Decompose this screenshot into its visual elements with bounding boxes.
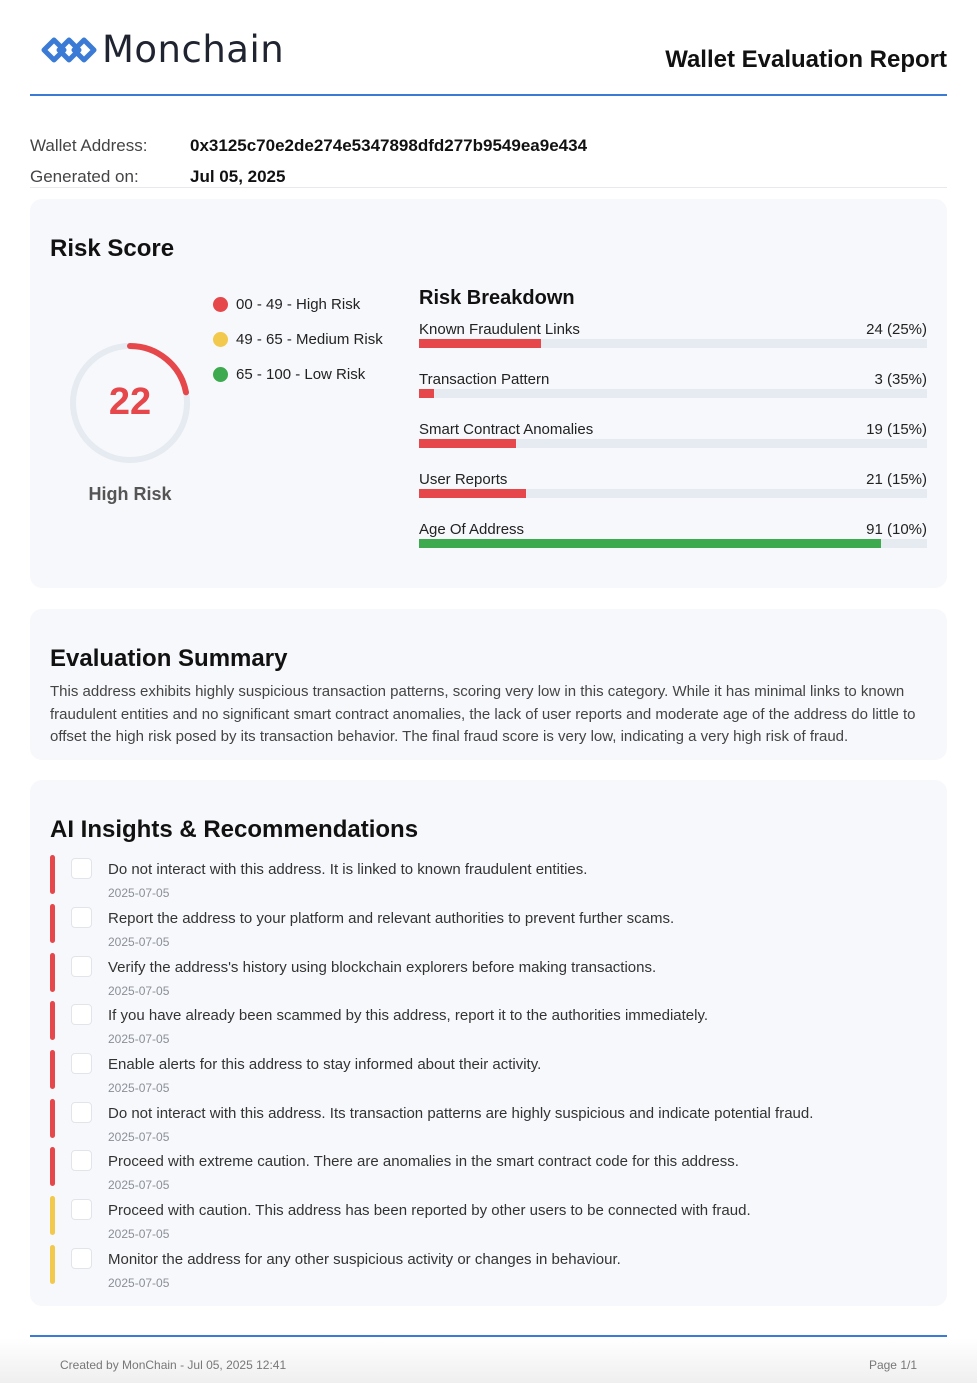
wallet-address-value: 0x3125c70e2de274e5347898dfd277b9549ea9e434 (190, 135, 588, 155)
insight-item (50, 1196, 910, 1242)
insight-item (50, 855, 910, 901)
brand-logo (40, 28, 284, 71)
risk-score-card (30, 199, 947, 588)
insight-severity-bar (50, 1196, 55, 1235)
evaluation-summary-text: This address exhibits highly suspicious transaction patterns, scoring very low in this category. While it has minimal links to known fraudulent entities and no significant smart contract anomalies, the lack of user reports and moderate age of the address do little to offset the high risk posed by its transaction behavior. The final fraud score is very low, indicating a very high risk of fraud. (50, 683, 916, 745)
legend-label: 49 - 65 - Medium Risk (236, 331, 383, 348)
breakdown-item-smart-contract (419, 418, 927, 468)
insight-checkbox[interactable] (71, 1199, 92, 1220)
insight-checkbox[interactable] (71, 858, 92, 879)
footer-page-number: Page 1/1 (868, 1358, 917, 1372)
insight-text: Proceed with caution. This address has been reported by other users to be connected with fraud. (108, 1202, 751, 1219)
wallet-address-row (30, 130, 947, 161)
footer-divider (30, 1335, 947, 1337)
brand-name: Monchain (102, 28, 285, 71)
breakdown-track (419, 389, 927, 398)
ai-insights-card (30, 780, 947, 1306)
insight-date: 2025-07-05 (108, 935, 170, 949)
breakdown-label: Smart Contract Anomalies (419, 421, 594, 438)
risk-score-value: 22 (108, 381, 152, 423)
insight-item (50, 1147, 910, 1193)
breakdown-value: 19 (15%) (866, 421, 927, 438)
insight-severity-bar (50, 1245, 55, 1284)
insight-text: Do not interact with this address. It is linked to known fraudulent entities. (108, 861, 588, 878)
generated-on-label: Generated on: (30, 166, 139, 186)
breakdown-label: Age Of Address (419, 521, 525, 538)
legend-dot-icon (213, 332, 228, 347)
breakdown-track (419, 539, 927, 548)
insight-item (50, 1050, 910, 1096)
breakdown-item-age-of-address (419, 518, 927, 568)
insight-date: 2025-07-05 (108, 984, 170, 998)
insight-checkbox[interactable] (71, 956, 92, 977)
breakdown-fill (419, 339, 541, 348)
insight-text: Do not interact with this address. Its transaction patterns are highly suspicious and indicate potential fraud. (108, 1105, 814, 1122)
breakdown-label: User Reports (419, 471, 508, 488)
report-title: Wallet Evaluation Report (665, 46, 947, 73)
insight-severity-bar (50, 1099, 55, 1138)
insight-item (50, 904, 910, 950)
insight-severity-bar (50, 904, 55, 943)
legend-item-high (213, 287, 383, 322)
insight-checkbox[interactable] (71, 1004, 92, 1025)
insight-date: 2025-07-05 (108, 886, 170, 900)
insight-item (50, 953, 910, 999)
legend-dot-icon (213, 297, 228, 312)
insight-date: 2025-07-05 (108, 1276, 170, 1290)
insight-text: If you have already been scammed by this address, report it to the authorities immediately. (108, 1007, 709, 1024)
insight-item (50, 1001, 910, 1047)
report-header (30, 22, 947, 96)
risk-score-label: High Risk (88, 484, 172, 504)
insight-text: Proceed with extreme caution. There are anomalies in the smart contract code for this address. (108, 1153, 739, 1170)
insight-severity-bar (50, 855, 55, 894)
wallet-address-label: Wallet Address: (30, 135, 148, 155)
insight-date: 2025-07-05 (108, 1081, 170, 1095)
insight-item (50, 1245, 910, 1291)
legend-label: 00 - 49 - High Risk (236, 296, 361, 313)
evaluation-summary-card (30, 609, 947, 760)
generated-on-value: Jul 05, 2025 (190, 166, 286, 186)
insight-checkbox[interactable] (71, 1053, 92, 1074)
insight-text: Verify the address's history using blockchain explorers before making transactions. (108, 959, 657, 976)
legend-item-medium (213, 322, 383, 357)
generated-on-row (30, 161, 947, 192)
insight-checkbox[interactable] (71, 907, 92, 928)
insight-text: Enable alerts for this address to stay informed about their activity. (108, 1056, 542, 1073)
insight-text: Report the address to your platform and relevant authorities to prevent further scams. (108, 910, 675, 927)
breakdown-fill (419, 389, 434, 398)
legend-item-low (213, 357, 383, 392)
insight-severity-bar (50, 1050, 55, 1089)
breakdown-track (419, 439, 927, 448)
breakdown-value: 91 (10%) (866, 521, 927, 538)
insight-date: 2025-07-05 (108, 1032, 170, 1046)
insight-date: 2025-07-05 (108, 1130, 170, 1144)
insight-severity-bar (50, 1001, 55, 1040)
breakdown-track (419, 489, 927, 498)
breakdown-label: Transaction Pattern (419, 371, 550, 388)
breakdown-value: 24 (25%) (866, 321, 927, 338)
evaluation-summary-title: Evaluation Summary (50, 645, 288, 672)
risk-legend (213, 287, 383, 392)
insight-text: Monitor the address for any other suspicious activity or changes in behaviour. (108, 1251, 621, 1268)
insight-checkbox[interactable] (71, 1150, 92, 1171)
breakdown-value: 21 (15%) (866, 471, 927, 488)
insight-checkbox[interactable] (71, 1248, 92, 1269)
footer-created-by: Created by MonChain - Jul 05, 2025 12:41 (60, 1358, 287, 1372)
breakdown-item-user-reports (419, 468, 927, 518)
legend-dot-icon (213, 367, 228, 382)
insight-checkbox[interactable] (71, 1102, 92, 1123)
breakdown-value: 3 (35%) (874, 371, 927, 388)
report-meta (30, 130, 947, 188)
breakdown-track (419, 339, 927, 348)
legend-label: 65 - 100 - Low Risk (236, 366, 366, 383)
breakdown-fill (419, 539, 881, 548)
insight-severity-bar (50, 953, 55, 992)
breakdown-label: Known Fraudulent Links (419, 321, 580, 338)
ai-insights-title: AI Insights & Recommendations (50, 816, 419, 843)
insight-date: 2025-07-05 (108, 1178, 170, 1192)
chain-logo-icon (40, 32, 98, 68)
risk-score-title: Risk Score (50, 235, 175, 262)
breakdown-fill (419, 489, 526, 498)
risk-breakdown (419, 287, 927, 568)
breakdown-item-fraudulent-links (419, 318, 927, 368)
risk-breakdown-title: Risk Breakdown (419, 287, 575, 309)
insight-severity-bar (50, 1147, 55, 1186)
breakdown-fill (419, 439, 516, 448)
insight-item (50, 1099, 910, 1145)
breakdown-item-transaction-pattern (419, 368, 927, 418)
insight-date: 2025-07-05 (108, 1227, 170, 1241)
